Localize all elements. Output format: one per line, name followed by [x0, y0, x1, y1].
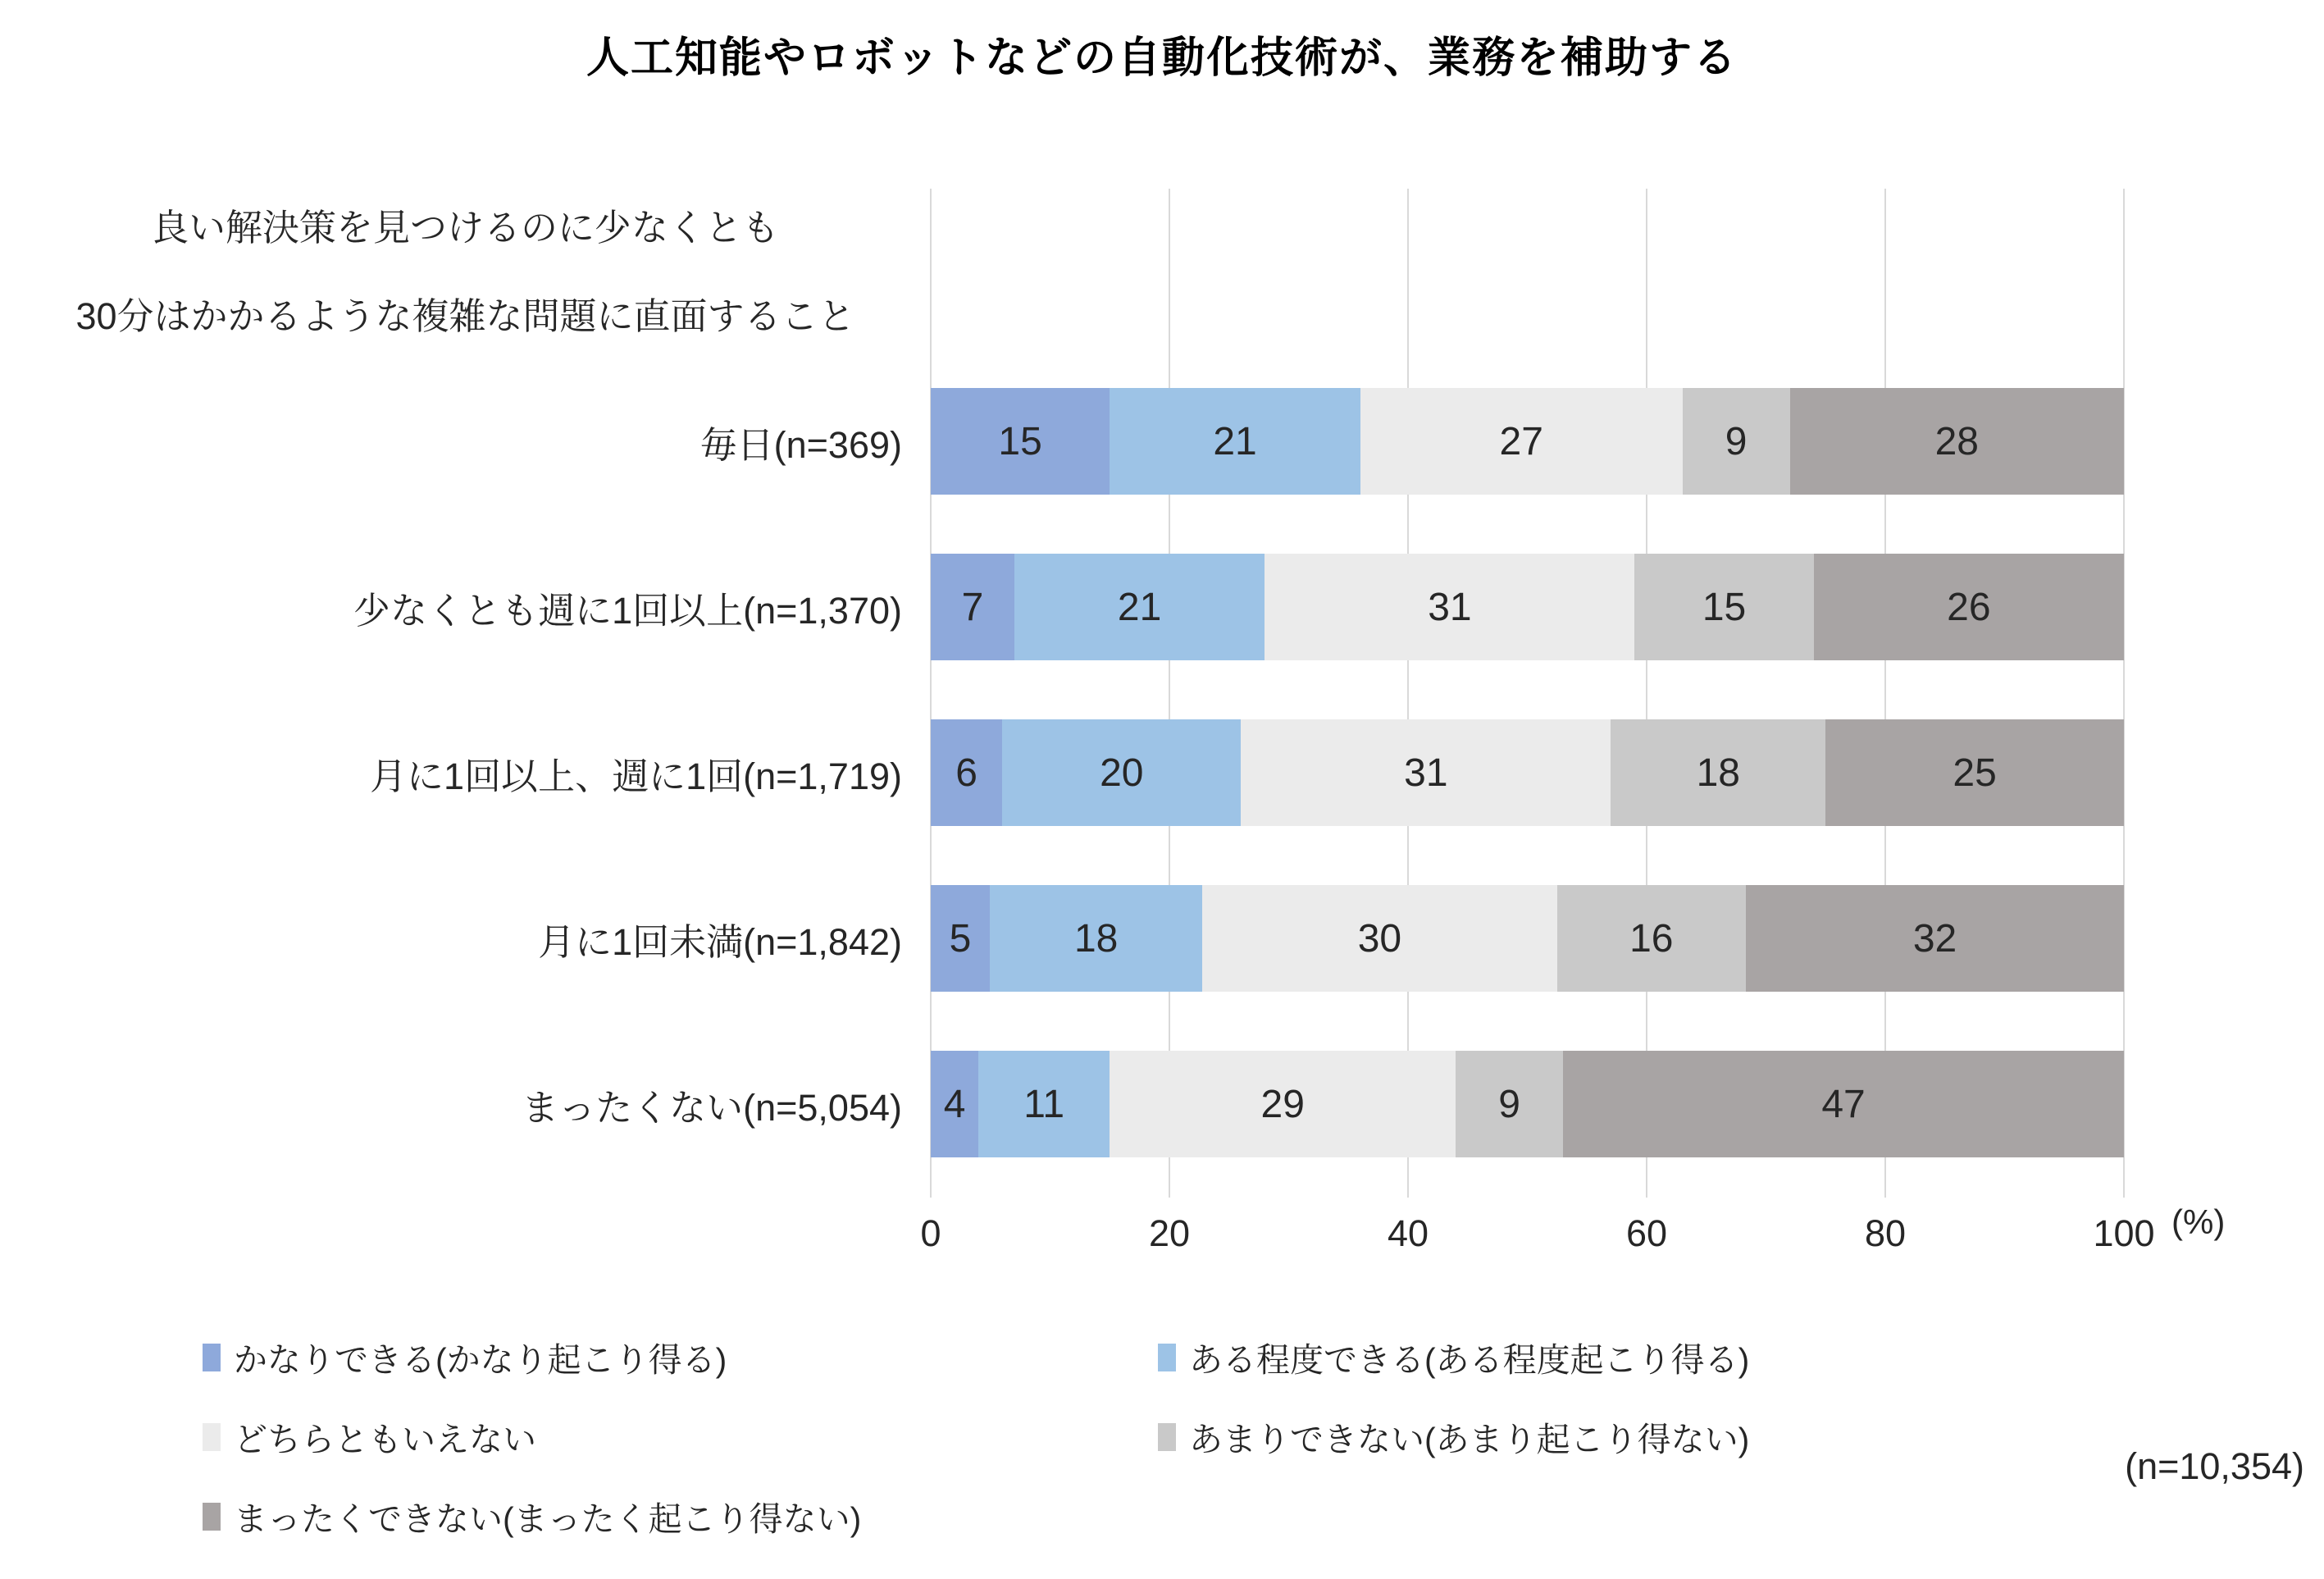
category-axis-note-line2: 30分はかかるような複雑な問題に直面すること — [75, 295, 855, 337]
bar-segment-series4-cat0: 28 — [1790, 388, 2124, 495]
bar-segment-series0-cat1: 7 — [931, 554, 1014, 660]
bar-segment-series0-cat4: 4 — [931, 1051, 978, 1157]
total-sample-size-label: (n=10,354) — [2125, 1445, 2304, 1487]
x-tick-label-60: 60 — [1625, 1212, 1668, 1254]
bar-row-3 — [931, 885, 2124, 992]
bar-segment-series4-cat1: 26 — [1814, 554, 2124, 660]
legend-label-4: まったくできない(まったく起こり得ない) — [234, 1500, 862, 1538]
bar-segment-series1-cat3: 18 — [990, 885, 1202, 992]
category-label-4: まったくない(n=5,054) — [522, 1086, 902, 1129]
category-label-1: 少なくとも週に1回以上(n=1,370) — [353, 589, 902, 632]
category-label-0: 毎日(n=369) — [699, 423, 902, 466]
x-axis — [920, 1212, 2155, 1270]
legend-label-3: あまりできない(あまり起こり得ない) — [1189, 1421, 1750, 1458]
x-tick-label-0: 0 — [920, 1212, 941, 1254]
bar-segment-series3-cat1: 15 — [1634, 554, 1813, 660]
gridline-80 — [1884, 189, 1886, 1198]
chart-legend — [0, 1317, 2324, 1556]
x-tick-label-40: 40 — [1387, 1212, 1429, 1254]
bar-segment-series1-cat4: 11 — [978, 1051, 1110, 1157]
bar-segment-series4-cat3: 32 — [1746, 885, 2124, 992]
gridline-60 — [1646, 189, 1647, 1198]
legend-swatch-icon-1 — [1158, 1344, 1176, 1371]
bar-segment-series3-cat2: 18 — [1611, 719, 1825, 826]
legend-swatch-icon-4 — [203, 1503, 221, 1531]
bar-row-4 — [931, 1051, 2124, 1157]
category-axis-note-line1: 良い解決策を見つけるのに少なくとも — [151, 207, 779, 249]
legend-swatch-icon-2 — [203, 1423, 221, 1451]
bar-segment-series3-cat0: 9 — [1683, 388, 1790, 495]
legend-swatch-icon-3 — [1158, 1423, 1176, 1451]
gridline-100 — [2123, 189, 2125, 1198]
chart-title: 人工知能やロボットなどの自動化技術が、業務を補助する — [586, 34, 1738, 82]
gridline-0 — [930, 189, 932, 1198]
legend-item-4 — [203, 1476, 1158, 1556]
bar-segment-series3-cat4: 9 — [1456, 1051, 1563, 1157]
category-axis-note — [0, 184, 931, 361]
bar-segment-series0-cat2: 6 — [931, 719, 1002, 826]
legend-item-3 — [1158, 1397, 2113, 1476]
bar-segment-series2-cat4: 29 — [1110, 1051, 1456, 1157]
legend-label-2: どちらともいえない — [234, 1421, 536, 1458]
bar-segment-series3-cat3: 16 — [1557, 885, 1747, 992]
bar-segment-series1-cat2: 20 — [1002, 719, 1241, 826]
legend-item-1 — [1158, 1317, 2113, 1397]
category-label-2: 月に1回以上、週に1回(n=1,719) — [370, 755, 902, 797]
legend-item-0 — [203, 1317, 1158, 1397]
bar-segment-series4-cat4: 47 — [1563, 1051, 2124, 1157]
x-tick-label-80: 80 — [1864, 1212, 1907, 1254]
bar-segment-series0-cat0: 15 — [931, 388, 1110, 495]
bar-segment-series4-cat2: 25 — [1825, 719, 2124, 826]
bar-row-1 — [931, 554, 2124, 660]
x-tick-label-20: 20 — [1148, 1212, 1191, 1254]
bar-row-2 — [931, 719, 2124, 826]
legend-label-0: かなりできる(かなり起こり得る) — [234, 1341, 727, 1379]
legend-item-2 — [203, 1397, 1158, 1476]
category-label-3: 月に1回未満(n=1,842) — [538, 920, 902, 963]
plot-area — [931, 189, 2124, 1198]
gridline-40 — [1407, 189, 1409, 1198]
bar-segment-series2-cat0: 27 — [1360, 388, 1683, 495]
legend-swatch-icon-0 — [203, 1344, 221, 1371]
x-axis-unit-label: (%) — [2171, 1203, 2226, 1241]
bar-segment-series2-cat1: 31 — [1265, 554, 1634, 660]
bar-segment-series1-cat1: 21 — [1014, 554, 1265, 660]
legend-label-1: ある程度できる(ある程度起こり得る) — [1189, 1341, 1750, 1379]
gridline-20 — [1169, 189, 1170, 1198]
bar-row-0 — [931, 388, 2124, 495]
x-tick-label-100: 100 — [2093, 1212, 2155, 1254]
bar-segment-series0-cat3: 5 — [931, 885, 990, 992]
bar-segment-series2-cat2: 31 — [1241, 719, 1611, 826]
bar-segment-series1-cat0: 21 — [1110, 388, 1360, 495]
bar-segment-series2-cat3: 30 — [1202, 885, 1556, 992]
